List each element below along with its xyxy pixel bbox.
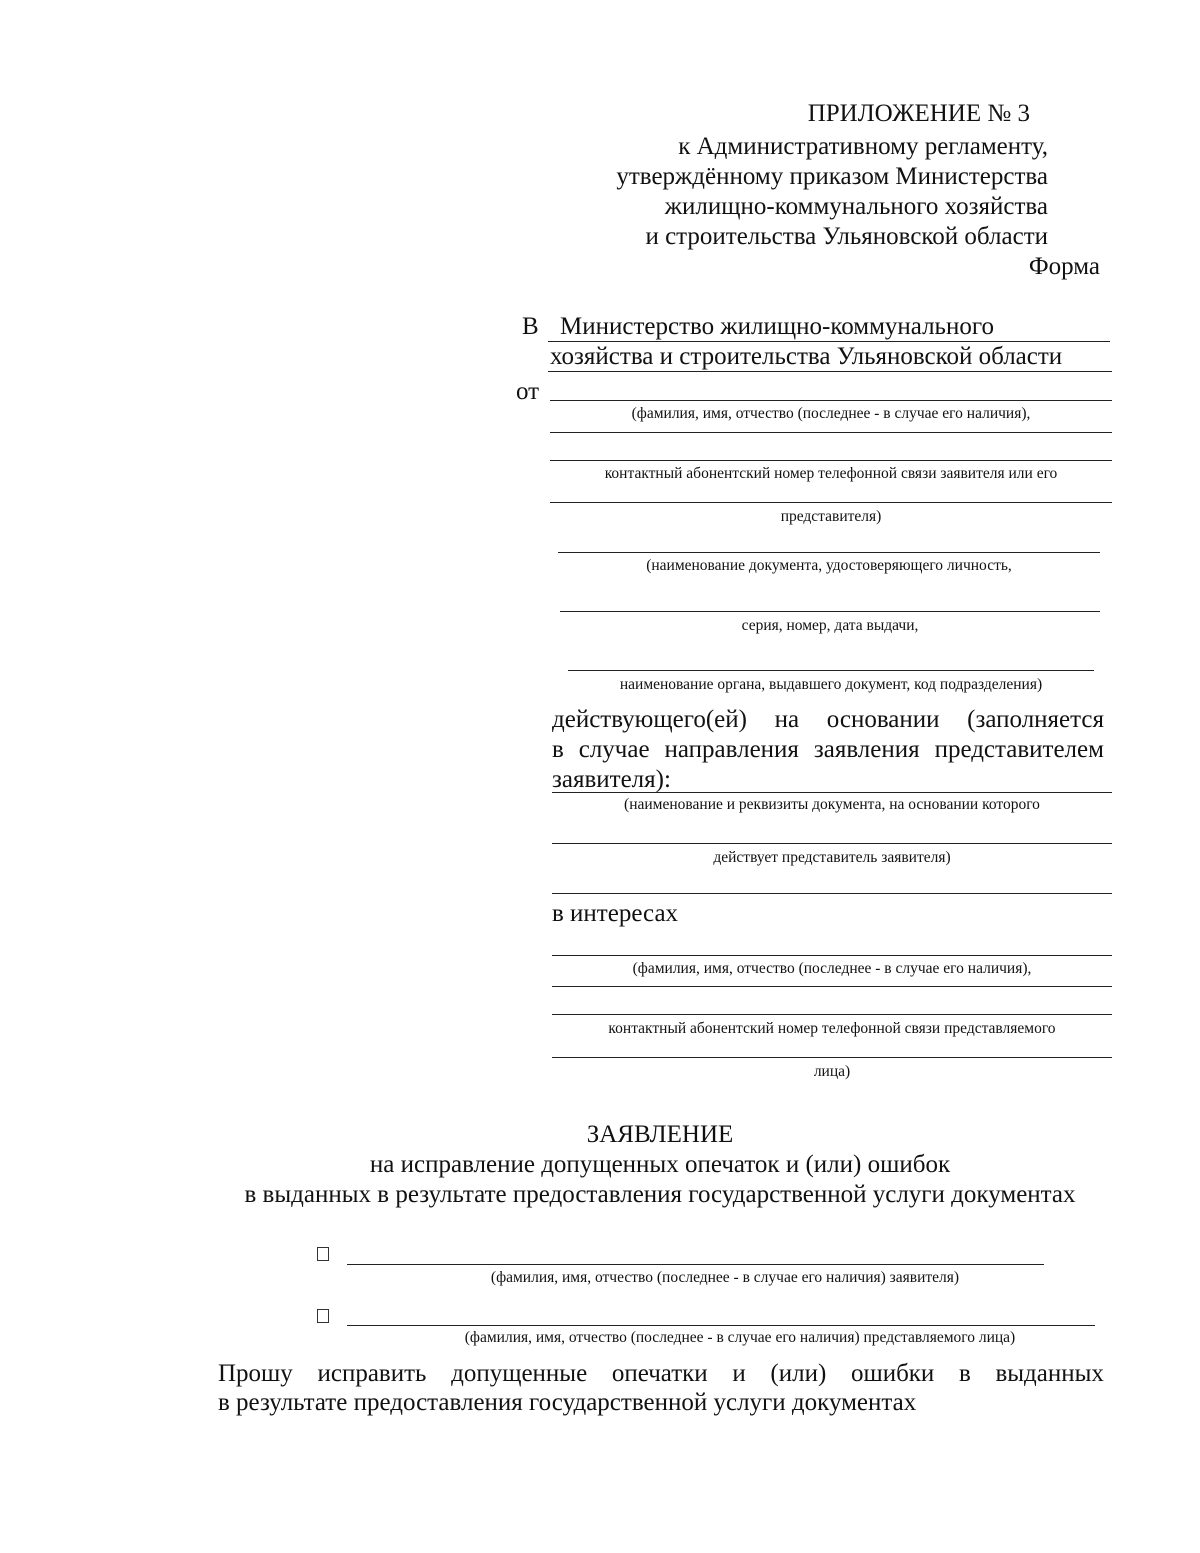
- statement-subtitle-2: в выданных в результате предоставления государственной услуги документах: [244, 1181, 1076, 1208]
- id-doc-field-line[interactable]: [558, 552, 1100, 553]
- basis-text-line-2: [552, 736, 1104, 764]
- basis-text-line-1: [552, 706, 1104, 734]
- basis-hint-1: (наименование и реквизиты документа, на основании которого: [624, 796, 1040, 813]
- interests-label: в интересах: [552, 900, 679, 927]
- basis-text-line-3: заявителя):: [552, 766, 671, 793]
- basis-word: действующего(ей): [552, 706, 747, 733]
- request-word: (или): [770, 1360, 827, 1387]
- interests-field-line[interactable]: [552, 955, 1112, 956]
- applicant-checkbox[interactable]: [317, 1247, 329, 1261]
- addressee-prefix: В: [522, 313, 539, 340]
- request-line-1: [218, 1360, 1104, 1388]
- represented-checkbox[interactable]: [317, 1309, 329, 1323]
- basis-word: заявления: [813, 736, 920, 763]
- phone-field-line-2[interactable]: [550, 502, 1112, 503]
- applicant-hint: (фамилия, имя, отчество (последнее - в случае его наличия) заявителя): [490, 1269, 960, 1286]
- addressee-underline-2: [548, 371, 1112, 372]
- request-word: опечатки: [611, 1360, 708, 1387]
- request-word: исправить: [317, 1360, 427, 1387]
- phone-rep-hint-2: лица): [813, 1063, 851, 1080]
- statement-title: ЗАЯВЛЕНИЕ: [586, 1121, 734, 1148]
- phone-hint-1: контактный абонентский номер телефонной связи заявителя или его: [604, 465, 1058, 482]
- basis-field-line-3[interactable]: [552, 893, 1112, 894]
- issuer-field-line[interactable]: [568, 670, 1094, 671]
- interests-phone-line[interactable]: [552, 1014, 1112, 1015]
- from-prefix: от: [516, 378, 540, 405]
- regulation-line-3: жилищно-коммунального хозяйства: [664, 193, 1048, 220]
- regulation-line-1: к Административному регламенту,: [678, 133, 1048, 160]
- addressee-line-2: хозяйства и строительства Ульяновской области: [550, 343, 1063, 370]
- represented-name-line[interactable]: [347, 1325, 1095, 1326]
- series-hint: серия, номер, дата выдачи,: [741, 617, 919, 634]
- basis-word: направления: [664, 736, 799, 763]
- basis-field-line-2[interactable]: [552, 843, 1112, 844]
- fio-hint-2: (фамилия, имя, отчество (последнее - в случае его наличия),: [632, 960, 1032, 977]
- basis-field-line[interactable]: [552, 792, 1112, 793]
- basis-hint-2: действует представитель заявителя): [713, 849, 951, 866]
- basis-word: на: [774, 706, 800, 733]
- regulation-line-2: утверждённому приказом Министерства: [616, 163, 1048, 190]
- issuer-hint: наименование органа, выдавшего документ, код подразделения): [619, 676, 1043, 693]
- request-word: выданных: [995, 1360, 1104, 1387]
- statement-subtitle-1: на исправление допущенных опечаток и (или) ошибок: [369, 1151, 951, 1178]
- series-field-line[interactable]: [560, 611, 1100, 612]
- regulation-line-4: и строительства Ульяновской области: [645, 223, 1048, 250]
- basis-word: случае: [578, 736, 650, 763]
- basis-word: основании: [826, 706, 940, 733]
- basis-word: (заполняется: [967, 706, 1104, 733]
- id-doc-hint: (наименование документа, удостоверяющего личность,: [646, 557, 1012, 574]
- represented-hint: (фамилия, имя, отчество (последнее - в случае его наличия) представляемого лица): [464, 1329, 1016, 1346]
- fio-hint: (фамилия, имя, отчество (последнее - в случае его наличия),: [631, 405, 1031, 422]
- phone-field-line[interactable]: [550, 460, 1112, 461]
- fio-field-line-2[interactable]: [550, 432, 1112, 433]
- applicant-name-line[interactable]: [347, 1264, 1044, 1265]
- request-word: Прошу: [218, 1360, 293, 1387]
- basis-word: в: [552, 736, 564, 763]
- form-label: Форма: [1028, 253, 1100, 280]
- request-word: и: [732, 1360, 746, 1387]
- interests-field-line-2[interactable]: [552, 986, 1112, 987]
- from-field-line[interactable]: [550, 400, 1112, 401]
- basis-word: представителем: [934, 736, 1104, 763]
- phone-hint-2: представителя): [780, 508, 882, 525]
- addressee-underline-1: [548, 341, 1110, 342]
- request-word: в: [958, 1360, 971, 1387]
- request-word: ошибки: [850, 1360, 935, 1387]
- appendix-number: ПРИЛОЖЕНИЕ № 3: [807, 100, 1030, 127]
- addressee-line-1: Министерство жилищно-коммунального: [560, 313, 994, 340]
- request-line-2: в результате предоставления государственной услуги документах: [218, 1389, 917, 1416]
- phone-rep-hint-1: контактный абонентский номер телефонной связи представляемого: [608, 1020, 1056, 1037]
- interests-phone-line-2[interactable]: [552, 1057, 1112, 1058]
- request-word: допущенные: [451, 1360, 588, 1387]
